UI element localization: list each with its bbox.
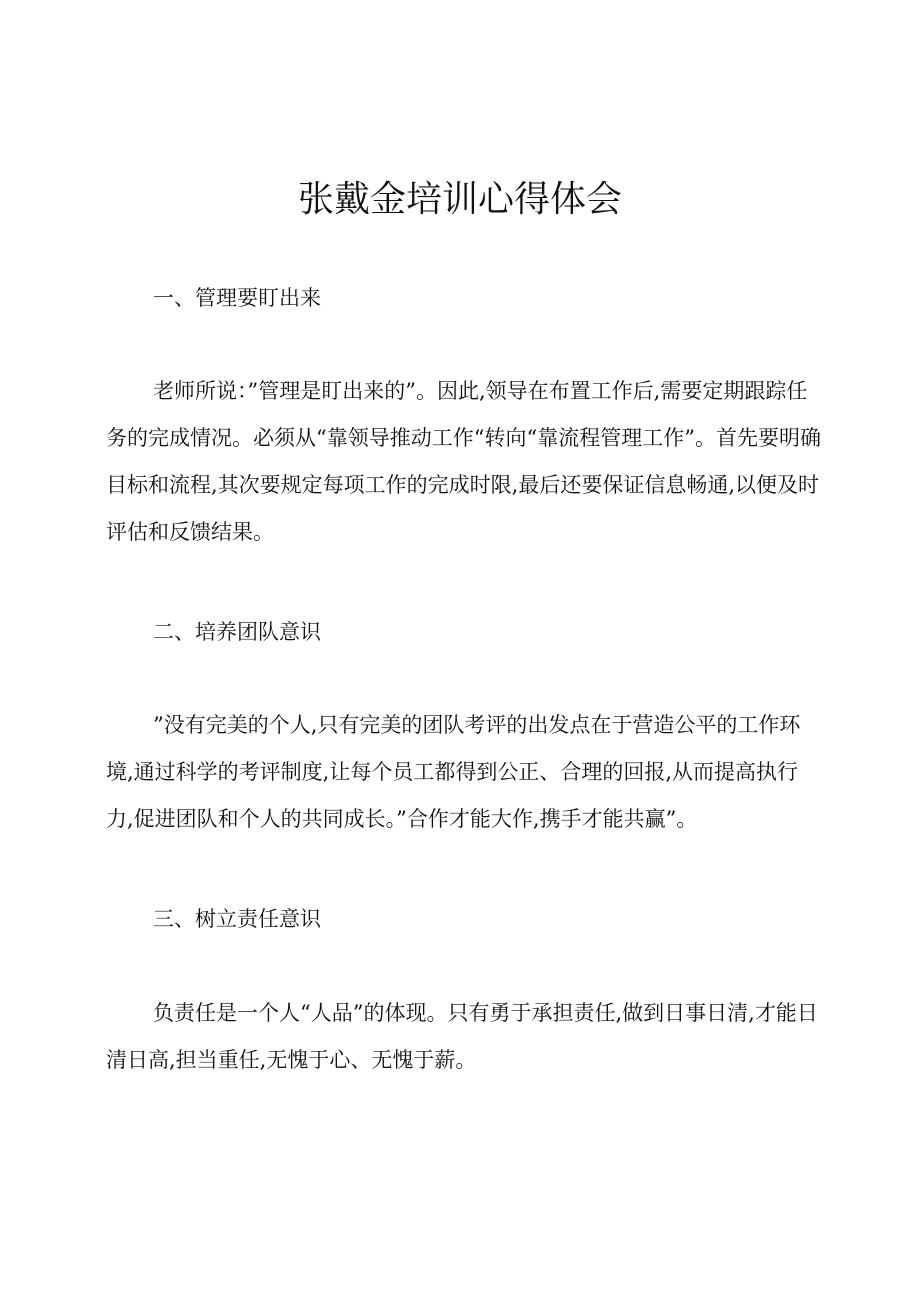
section-heading-2: 二、培养团队意识: [153, 620, 321, 644]
section-heading-3: 三、树立责任意识: [153, 907, 321, 931]
section-paragraph-3: 负责任是一个人“人品”的体现。只有勇于承担责任,做到日事日清,才能日清日高,担当重任,无愧于心、无愧于薪。: [106, 1001, 818, 1072]
section-heading-1: 一、管理要盯出来: [153, 286, 321, 310]
section-paragraph-1: 老师所说：”管理是盯出来的”。因此,领导在布置工作后,需要定期跟踪任务的完成情况。必须从“靠领导推动工作“转向“靠流程管理工作”。首先要明确目标和流程,其次要规定每项工作的完成时限,最后还要保证信息畅通,以便及时评估和反馈结果。: [106, 379, 821, 544]
document-title: 张戴金培训心得体会: [297, 179, 622, 220]
section-paragraph-2: ”没有完美的个人,只有完美的团队考评的出发点在于营造公平的工作环境,通过科学的考评制度,让每个员工都得到公正、合理的回报,从而提高执行力,促进团队和个人的共同成长。”合作才能大作,携手才能共赢”。: [106, 713, 801, 831]
